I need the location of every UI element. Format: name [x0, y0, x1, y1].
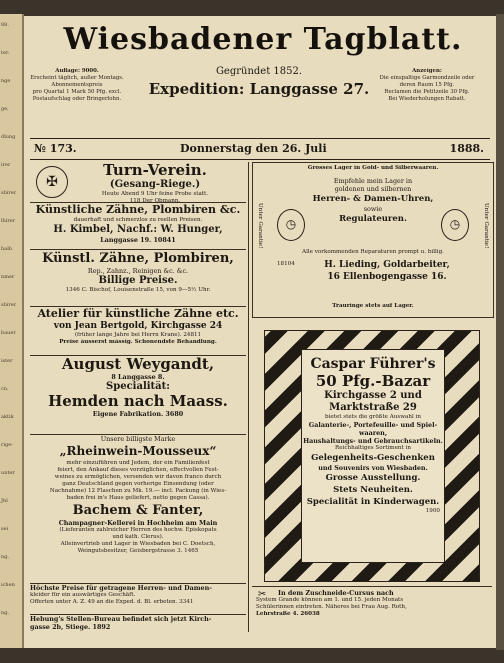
left-page-text: aktik: [1, 414, 14, 420]
issue-date: Donnerstag den 26. Juli: [180, 142, 327, 155]
subscription-box: [28, 68, 126, 103]
ad-heading: In dem Zuschneide-Cursus nach: [278, 589, 394, 597]
ad-bachem-fanter: [30, 435, 246, 584]
ad-stellen-bureau: [30, 615, 246, 639]
ad-subheading: Billige Preise.: [98, 275, 178, 286]
ads-line-4: Bei Wiederholungen Rabatt.: [388, 96, 466, 102]
ad-text: Nachnahme) 12 Flaschen zu Mk. 19.— incl. Packung (in Wies-: [49, 488, 227, 494]
ad-address: Langgasse 19. 10841: [100, 236, 176, 244]
ad-heading: August Weygandt,: [61, 356, 215, 373]
left-page-text: halb: [1, 246, 13, 252]
ad-hoechste-preise: [30, 584, 246, 615]
ad-text: bietet stets die größte Auswahl in: [325, 414, 421, 420]
ad-address: Kirchgasse 2 und: [324, 390, 422, 401]
left-page-text: dlung: [1, 134, 16, 140]
ad-text: Eigene Fabrikation. 3680: [92, 410, 184, 418]
ad-name: H. Lieding, Goldarbeiter,: [324, 260, 450, 270]
left-page-text: irer: [1, 162, 11, 168]
ad-code: 1900: [425, 508, 440, 514]
left-page-text: bauer: [1, 330, 16, 336]
left-page-text: sei: [1, 526, 9, 532]
ad-address: 1346 C. Bischof, Louisenstraße 15, von 9—5½ Uhr.: [65, 287, 211, 293]
left-page-text: ter.: [1, 50, 10, 56]
ad-heading: Caspar Führer's: [310, 356, 436, 372]
ad-text: (Lieferanten zahlreicher Herren des hochw. Episkopats: [59, 527, 217, 533]
right-column: [252, 162, 492, 646]
newspaper-title: Wiesbadener Tagblatt.: [63, 22, 463, 57]
ad-text: feiert, den Ankauf dieses vorzüglichen, effectvollen Fest-: [57, 467, 219, 473]
ad-text: Weingutsbesitzer, Geisbergstrasse 3. 1465: [77, 548, 199, 554]
newspaper-page: [24, 16, 496, 648]
ad-text: goldenen und silbernen: [334, 185, 412, 193]
ads-line-1: Die einspaltige Garmondzeile oder: [379, 75, 475, 81]
ad-bischof: [30, 250, 246, 307]
ad-text: waaren,: [358, 429, 388, 437]
ad-text: sowie: [363, 205, 383, 213]
ad-text: weines zu ermöglichen, versenden wir davon franco durch: [54, 474, 222, 480]
ad-text: 118 Der Obmann.: [129, 198, 181, 204]
left-page-text: ichen: [1, 582, 15, 588]
scissors-icon: ✂: [258, 589, 267, 600]
column-divider: [248, 162, 249, 632]
ad-text: mehr einzuführen und Jedem, der ein Familienfest: [66, 460, 210, 466]
ad-subheading: (Gesang-Riege.): [109, 179, 201, 190]
ads-label: Anzeigen:: [412, 68, 442, 74]
left-page-text: rige-: [1, 442, 13, 448]
ad-address: Lehrstraße 4. 26038: [256, 611, 320, 617]
ad-text: Reichhaltiges Sortiment in: [335, 445, 411, 451]
pocket-watch-icon: ◷: [441, 209, 469, 241]
ad-subheading: Gelegenheits-Geschenken: [311, 453, 435, 463]
subscription-price: pro Quartal 1 Mark 50 Pfg. excl.: [32, 89, 122, 95]
left-page-text: lhirer: [1, 218, 16, 224]
ad-name: von Jean Bertgold, Kirchgasse 24: [53, 321, 223, 331]
ad-text: (früher lange Jahre bei Herrn Krane). 24811: [74, 332, 202, 338]
expedition-address: Expedition: Langgasse 27.: [148, 80, 370, 98]
ad-text: Rep., Zahnz., Reinigen &c. &c.: [87, 267, 189, 275]
subscription-note: Postaufschlag oder Bringerlohn.: [32, 96, 122, 102]
left-page-text: ge,: [1, 106, 9, 112]
issue-number: № 173.: [34, 142, 77, 155]
left-page-text: ng.: [1, 610, 10, 616]
left-page-text: cn.: [1, 386, 9, 392]
ad-text: Empfehle mein Lager in: [333, 177, 413, 185]
ad-bottom-line: Trauringe stets auf Lager.: [332, 303, 414, 309]
ad-address: 8 Langgasse 8.: [111, 373, 165, 381]
ad-text: Alleinvertrieb und Lager in Wiesbaden bei C. Doetsch,: [60, 541, 216, 547]
ad-address: gasse 2b, Stiege. 1892: [30, 623, 111, 631]
ad-subheading: Grosse Ausstellung.: [325, 473, 421, 483]
ad-text: Preise äusserst mässig. Schonendste Behandlung.: [59, 339, 217, 345]
left-page-text: sbirer: [1, 302, 17, 308]
issue-year: 1888.: [449, 142, 484, 155]
ad-heading: Künstliche Zähne, Plombiren &c.: [35, 203, 241, 216]
left-column: [30, 162, 246, 646]
ad-heading: Herren- & Damen-Uhren,: [312, 194, 434, 204]
ads-line-2: deren Raum 15 Pfg.: [399, 82, 455, 88]
ad-weygandt: [30, 356, 246, 435]
ad-top-line: Grosses Lager in Gold- und Silberwaaren.: [307, 165, 439, 171]
ad-text: Offerten unter A. Z. 49 an die Exped. d. Bl. erbeten. 3341: [30, 599, 194, 605]
ad-subheading: Specialität:: [106, 381, 170, 392]
left-page-fragment: [0, 14, 24, 648]
ad-heading: Regulateuren.: [339, 214, 407, 224]
ad-side-text: Unter Garantie!: [483, 203, 489, 249]
issue-line: [30, 138, 490, 160]
ad-text: Unsere billigste Marke: [100, 435, 176, 443]
ad-subheading: Specialität in Kinderwagen.: [306, 497, 440, 507]
ad-text: System Grande können am 1. und 15. jeden Monats: [256, 597, 404, 603]
ad-text: Galanterie-, Portefeuille- und Spiel-: [308, 421, 438, 429]
pocket-watch-icon: ◷: [277, 209, 305, 241]
ad-side-text: Unter Garantie!: [257, 203, 263, 249]
ad-code: 18104: [277, 261, 295, 267]
ad-heading: Atelier für künstliche Zähne etc.: [37, 307, 239, 320]
advertising-box: [362, 68, 492, 103]
ad-text: kleider für ein auswärtiges Geschäft.: [30, 592, 136, 598]
ad-text: Haushaltungs- und Gebrauchsartikeln.: [303, 437, 443, 445]
ad-zuschneide-cursus: [252, 586, 492, 631]
ad-headline: Hemden nach Maass.: [48, 393, 228, 410]
ad-heading: Höchste Preise für getragene Herren- und Damen-: [30, 584, 212, 592]
ad-text: Alle vorkommenden Reparaturen prompt u. billig.: [302, 249, 444, 255]
left-page-text: nge: [1, 78, 11, 84]
ad-headline: 50 Pfg.-Bazar: [315, 373, 431, 390]
left-page-text: ng.: [1, 554, 10, 560]
ad-subheading: Stets Neuheiten.: [333, 485, 413, 495]
circulation-label: Auflage: 9000.: [55, 68, 99, 74]
subscription-label: Abonnementspreis: [51, 82, 103, 88]
ad-lieding: [252, 162, 494, 318]
ad-text: dauerhaft und schmerzlos zu reellen Preisen.: [73, 217, 203, 223]
bazar-card: [301, 349, 445, 563]
left-page-text: nmer: [1, 274, 15, 280]
ad-fuehrer-bazar: [264, 330, 480, 582]
ad-body: [309, 177, 437, 225]
ad-name: H. Kimbel, Nachf.: W. Hunger,: [53, 224, 223, 235]
masthead: [24, 16, 496, 141]
ad-bertgold: [30, 307, 246, 356]
ads-line-3: Reclamen die Petitzeile 30 Pfg.: [384, 89, 470, 95]
turnverein-emblem-icon: ✠: [36, 166, 68, 198]
left-page-text: 88.: [1, 22, 9, 28]
left-page-text: unter: [1, 470, 15, 476]
ad-text: Heute Abend 9 Uhr feine Probe statt.: [101, 191, 209, 197]
ad-subheading: Champagner-Kellerei in Hochheim am Main: [58, 519, 218, 527]
ad-kimbel: [30, 203, 246, 250]
founded-label: Gegründet 1852.: [215, 66, 303, 77]
publication-note: Erscheint täglich, außer Montags.: [30, 75, 124, 81]
ad-text: Schülerinnen eintreten. Näheres bei Frau Aug. Roth,: [256, 604, 407, 610]
left-page-text: sbirer: [1, 190, 17, 196]
ad-text: ganz Deutschland gegen vorherige Einsendung (oder: [62, 481, 214, 487]
ad-text: und Souvenirs von Wiesbaden.: [318, 464, 428, 472]
ad-heading: Hebung's Stellen-Bureau befindet sich jetzt Kirch-: [30, 615, 212, 623]
ad-heading: Turn-Verein.: [103, 162, 207, 179]
ad-name: Bachem & Fanter,: [72, 503, 204, 518]
ad-address: 16 Ellenbogengasse 16.: [327, 272, 447, 282]
page-edge: [496, 14, 504, 650]
ad-text: baden frei in's Haus geliefert, netto gegen Cassa).: [66, 495, 210, 501]
left-page-text: ister: [1, 358, 13, 364]
ad-text: und kath. Clerus).: [112, 534, 164, 540]
ad-turnverein: [30, 162, 246, 203]
ad-heading: Künstl. Zähne, Plombiren,: [42, 251, 234, 266]
ad-address: Marktstraße 29: [329, 402, 417, 413]
left-page-text: Jhl: [1, 498, 8, 504]
ad-heading: „Rheinwein-Mousseux“: [59, 444, 217, 458]
